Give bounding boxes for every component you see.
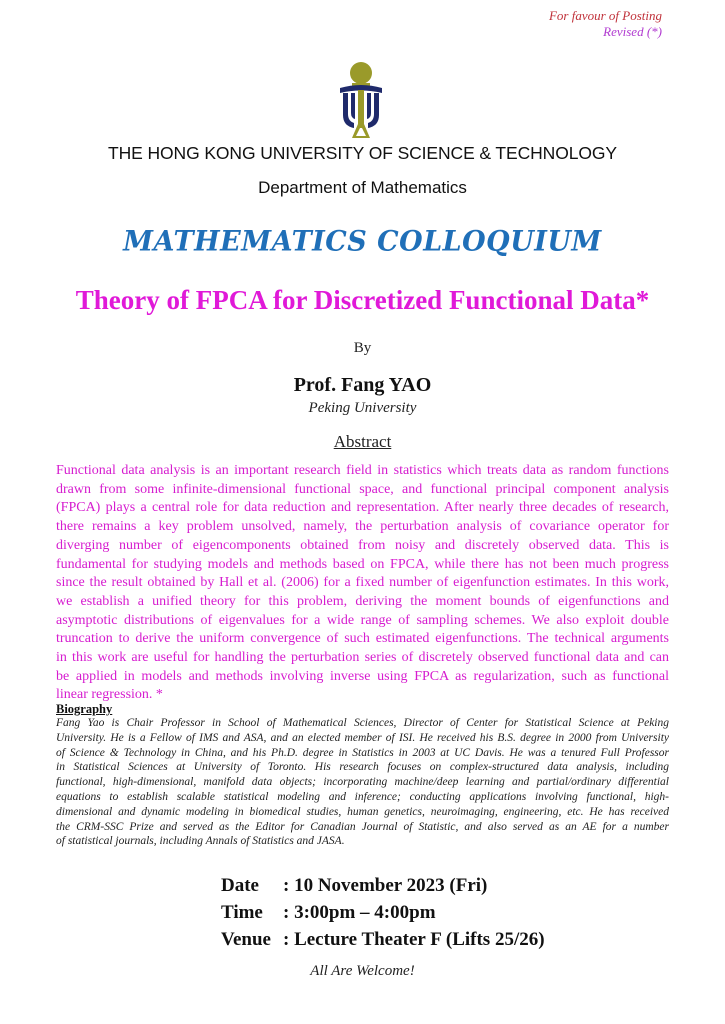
biography-line: functional, high-dimensional, manifold data objects; incorporating machine/deep learning and partial/ordinary differential [56, 776, 669, 789]
abstract-line: diverging number of eigencomponents obtained from noisy and discretely observed data. This is [56, 537, 669, 553]
venue-label: Venue [221, 929, 271, 950]
abstract-line: there remains a key problem unsolved, namely, the perturbation analysis of covariance operator for [56, 519, 669, 535]
date-row [221, 872, 545, 899]
abstract-line: fundamental for studying models and methods based on FPCA, while there has not been much progress [56, 556, 669, 572]
event-type-heading: MATHEMATICS COLLOQUIUM [123, 225, 602, 258]
time-value: : 3:00pm – 4:00pm [283, 902, 436, 923]
abstract-line: linear regression. * [56, 687, 163, 703]
biography-line: in Statistical Sciences at University of Toronto. His research focuses on complex-structured data analysis, including [56, 761, 669, 774]
speaker-affiliation: Peking University [308, 400, 417, 416]
posting-note-line: For favour of Posting [548, 8, 662, 23]
biography-line: equations to establish scalable statistical modeling and inference; conducting applications involving functional, high- [56, 790, 669, 803]
abstract-heading-text: Abstract [333, 432, 392, 451]
abstract-line: in this work are useful for handling the perturbation series of discretely observed functional data and can [56, 650, 669, 666]
hkust-logo-icon [338, 60, 384, 140]
abstract-line: we establish a unified theory for this problem, deriving the moment bounds of eigenfunctions and [56, 593, 669, 609]
abstract-body [56, 462, 669, 705]
biography-body [56, 716, 669, 849]
date-value: : 10 November 2023 (Fri) [283, 875, 488, 896]
abstract-line: asymptotic distributions of eigenvalues for a wide range of sampling schemes. We also exploit double [56, 612, 669, 628]
abstract-line: Functional data analysis is an important research field in statistics which treats data as random functions [56, 463, 669, 478]
time-label: Time [221, 902, 263, 923]
abstract-line: drawn from some infinite-dimensional functional space, and functional principal component analysis [56, 481, 669, 497]
speaker-name: Prof. Fang YAO [293, 374, 432, 396]
talk-title: Theory of FPCA for Discretized Functional Data* [75, 285, 650, 315]
abstract-line: truncation to derive the uniform convergence of such estimated eigenfunctions. The technical arguments [56, 631, 669, 647]
biography-line: dimensional and dynamic modeling in biomedical studies, human genetics, neuroimaging, engineering, etc. He has received [56, 805, 669, 818]
biography-heading: Biography [56, 702, 113, 716]
revised-note: Revised (*) [603, 24, 662, 39]
date-label: Date [221, 875, 259, 896]
posting-note [549, 8, 662, 40]
abstract-heading [0, 432, 725, 452]
abstract-line: (FPCA) plays a central role for data reduction and representation. After nearly three decades of research, [56, 500, 669, 516]
department-name: Department of Mathematics [258, 178, 467, 197]
abstract-line: since the result obtained by Hall et al. (2006) for a fixed number of eigenfunction estimates. In this work, [56, 575, 669, 591]
welcome-note: All Are Welcome! [310, 963, 415, 979]
time-row [221, 899, 545, 926]
biography-line: of Science & Technology in China, and his Ph.D. degree in Statistics in 2003 at UC Davis. He was a tenured Full Professor [56, 746, 669, 759]
by-label: By [353, 340, 372, 356]
event-details [221, 872, 545, 953]
university-name: THE HONG KONG UNIVERSITY OF SCIENCE & TECHNOLOGY [108, 143, 617, 163]
venue-row [221, 926, 545, 953]
biography-line: of statistical journals, including Annals of Statistics and JASA. [56, 835, 345, 848]
biography-line: the CRM-SSC Prize and served as the Editor for Canadian Journal of Statistic, and also served as an AE for a number [56, 820, 669, 833]
venue-value: : Lecture Theater F (Lifts 25/26) [283, 929, 545, 950]
biography-line: Fang Yao is Chair Professor in School of Mathematical Sciences, Director of Center for Statistical Science at Peking [56, 717, 669, 729]
biography-line: University. He is a Fellow of IMS and ASA, and an elected member of ISI. He received his B.S. degree in 2000 from University [56, 731, 669, 744]
abstract-line: be applied in models and methods involving inverse using FPCA as regularization, such as functional [56, 668, 669, 684]
